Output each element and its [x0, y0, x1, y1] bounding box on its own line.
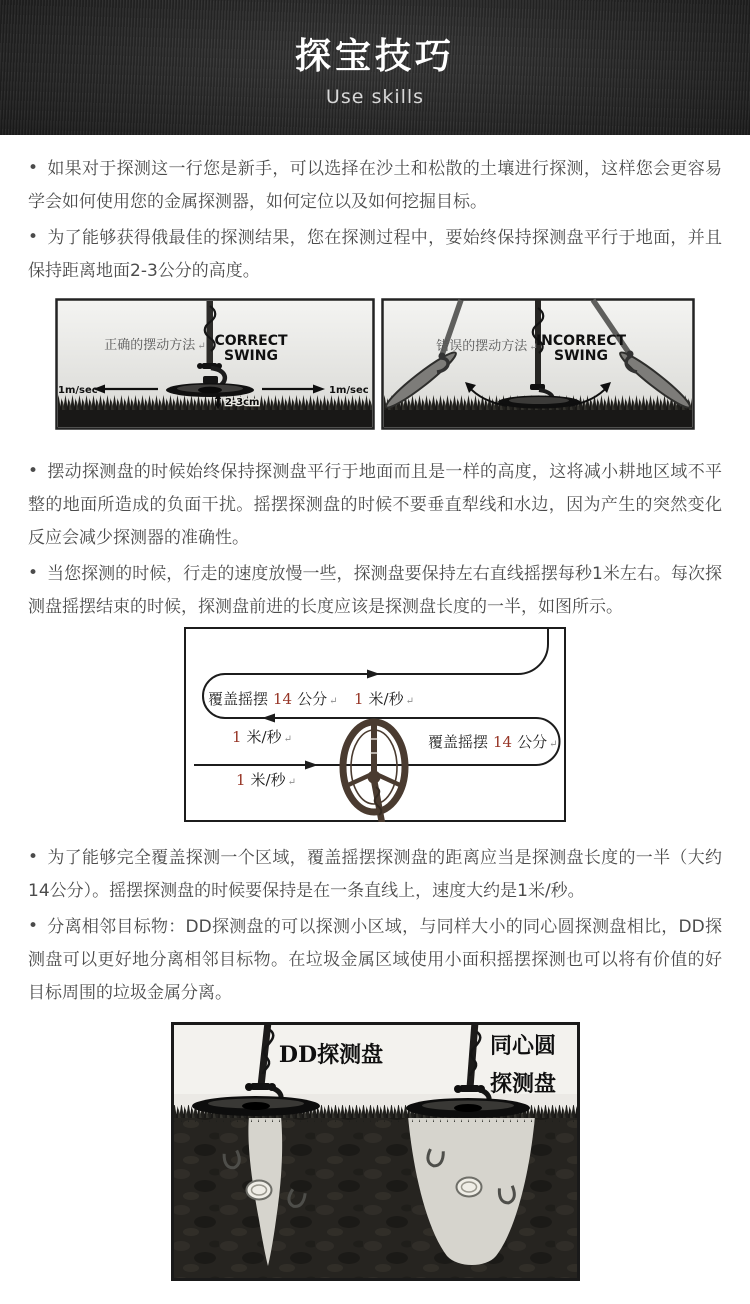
grass [58, 395, 372, 411]
coil-comparison-wrapper [28, 1022, 722, 1281]
coin-icon [456, 1178, 481, 1197]
bullet-icon: • [28, 158, 39, 178]
paragraph-walking-speed-tip [28, 558, 722, 624]
page-subtitle: Use skills [325, 85, 425, 108]
paragraph-text: 分离相邻目标物：DD探测盘的可以探测小区域，与同样大小的同心圆探测盘相比，DD探测盘可以更好地分离相邻目标物。在垃圾金属区域使用小面积摇摆探测也可以将有价值的好目标周围的垃圾金属分离。 [28, 917, 722, 1003]
paragraph-text: 为了能够获得俄最佳的探测结果，您在探测过程中，要始终保持探测盘平行于地面，并且保持距离地面2-3公分的高度。 [28, 228, 722, 281]
page-title: 探宝技巧 [294, 35, 455, 77]
paragraph-text: 当您探测的时候，行走的速度放慢一些，探测盘要保持左右直线摇摆每秒1米左右。每次探测盘摇摆结束的时候，探测盘前进的长度应该是探测盘长度的一半，如图所示。 [28, 564, 722, 617]
coin-icon [246, 1181, 271, 1200]
swing-figures-row [28, 298, 722, 430]
speed-label-bottom: 1 米/秒 ↵ [236, 771, 296, 789]
concentric-coil-label-line1: 同心圆 [489, 1033, 556, 1059]
paragraph-coverage-tip [28, 842, 722, 908]
bullet-icon: • [28, 916, 39, 936]
figure-correct-swing [55, 298, 375, 430]
bullet-icon: • [28, 847, 39, 867]
speed-label-middle: 1 米/秒 ↵ [232, 728, 292, 746]
caption-en-line2: SWING [554, 348, 608, 364]
paragraph-text: 摆动探测盘的时候始终保持探测盘平行于地面而且是一样的高度，这将减小耕地区域不平整的地面所造成的负面干扰。摇摆探测盘的时候不要垂直犁线和水边，因为产生的突然变化反应会减少探测器的准确性。 [28, 462, 722, 548]
overlap-label-left: 覆盖摇摆 14 公分 ↵ [208, 690, 338, 708]
paragraph-swing-height-tip [28, 456, 722, 555]
speed-label-right: 1m/sec [329, 385, 369, 396]
overlap-label-right: 覆盖摇摆 14 公分 ↵ [428, 733, 558, 751]
paragraph-text: 如果对于探测这一行您是新手，可以选择在沙土和松散的土壤进行探测，这样您会更容易学会如何使用您的金属探测器，如何定位以及如何挖掘目标。 [28, 159, 722, 212]
caption-en-line1: INCORRECT [535, 333, 627, 349]
caption-cn: 错误的摆动方法 ↵ [436, 339, 538, 354]
figure-incorrect-swing [381, 298, 695, 430]
figure-sweep-pattern [184, 627, 566, 822]
speed-label-top: 1 米/秒 ↵ [354, 690, 414, 708]
figure-coil-comparison [171, 1022, 580, 1281]
caption-cn: 正确的摆动方法 ↵ [104, 338, 206, 353]
bullet-icon: • [28, 461, 39, 481]
speed-label-left: 1m/sec [58, 385, 98, 396]
paragraph-new-user-tip [28, 153, 722, 219]
paragraph-target-separation-tip [28, 911, 722, 1010]
caption-en-line2: SWING [224, 348, 278, 364]
dd-coil-label: DD探测盘 [278, 1042, 383, 1068]
sweep-pattern-wrapper [28, 627, 722, 822]
content-area [0, 135, 750, 1297]
paragraph-keep-parallel-tip [28, 222, 722, 288]
height-label: 2-3cm [225, 397, 260, 408]
page-header [0, 0, 750, 135]
concentric-coil-label-line2: 探测盘 [489, 1071, 556, 1097]
caption-en-line1: CORRECT [214, 333, 288, 349]
paragraph-text: 为了能够完全覆盖探测一个区域，覆盖摇摆探测盘的距离应当是探测盘长度的一半（大约14公分）。摇摆探测盘的时候要保持是在一条直线上，速度大约是1米/秒。 [28, 848, 722, 901]
bullet-icon: • [28, 227, 39, 247]
bullet-icon: • [28, 563, 39, 583]
